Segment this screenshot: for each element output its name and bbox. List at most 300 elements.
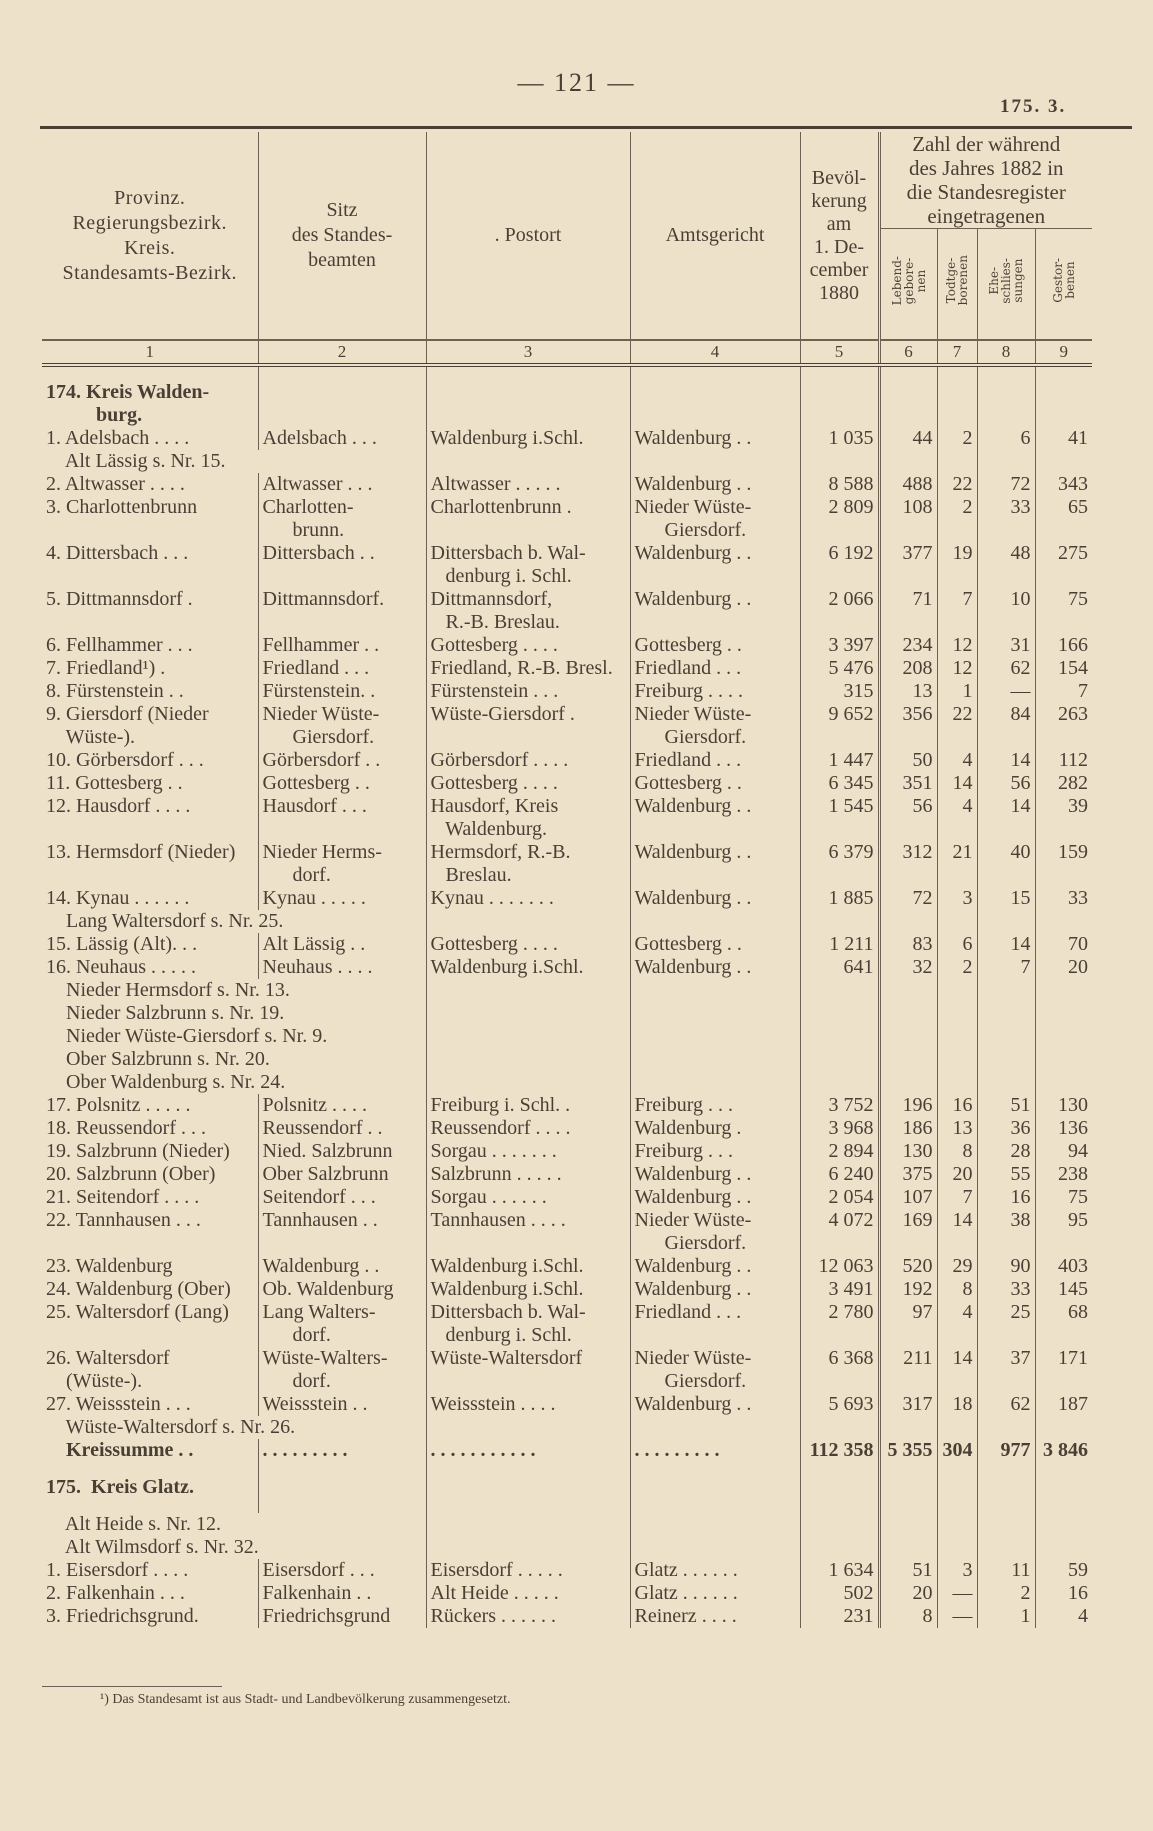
cell-district-court: Waldenburg . . — [630, 1278, 800, 1301]
cell-stillbirths — [937, 1002, 977, 1025]
cell-office-seat: Nied. Salzbrunn — [258, 1140, 426, 1163]
cell-deaths: 16 — [1035, 1582, 1092, 1605]
cell-marriages — [977, 381, 1035, 427]
cell-district-court — [630, 1513, 800, 1536]
cell-district-court: Glatz . . . . . . — [630, 1582, 800, 1605]
cell-office-seat: Neuhaus . . . . — [258, 956, 426, 979]
table-row — [42, 634, 1092, 657]
cell-marriages: 36 — [977, 1117, 1035, 1140]
cell-district: 1. Adelsbach . . . . — [46, 427, 190, 449]
cross-reference: Alt Wilmsdorf s. Nr. 32. — [46, 1536, 259, 1558]
cell-post-office — [426, 1071, 630, 1094]
cell-live-births: 83 — [879, 933, 937, 956]
cell-marriages: 62 — [977, 1393, 1035, 1416]
cell-population: 3 397 — [800, 634, 879, 657]
cell-stillbirths: 8 — [937, 1278, 977, 1301]
cell-live-births: 211 — [879, 1347, 937, 1393]
cell-deaths: 59 — [1035, 1559, 1092, 1582]
cell-marriages: 48 — [977, 542, 1035, 588]
column-number: 1 — [42, 340, 258, 365]
cell-marriages — [977, 910, 1035, 933]
cell-district-court: Waldenburg . . — [630, 542, 800, 588]
cell-deaths: 343 — [1035, 473, 1092, 496]
cell-population — [800, 1462, 879, 1476]
cell-district-court: Freiburg . . . — [630, 1094, 800, 1117]
cell-district-court — [630, 450, 800, 473]
cell-deaths — [1035, 450, 1092, 473]
cell-marriages: 84 — [977, 703, 1035, 749]
cell-post-office — [426, 1513, 630, 1536]
cell-live-births: 107 — [879, 1186, 937, 1209]
cell-deaths: 41 — [1035, 427, 1092, 450]
cell-deaths: 7 — [1035, 680, 1092, 703]
cell-deaths — [1035, 1002, 1092, 1025]
cell-district-court: Waldenburg . . — [630, 841, 800, 887]
header-population: Bevöl- kerung am 1. De- cember 1880 — [800, 132, 879, 340]
cell-district-court: Gottesberg . . — [630, 933, 800, 956]
cell-office-seat: Ober Salzbrunn — [258, 1163, 426, 1186]
cell-office-seat: Gottesberg . . — [258, 772, 426, 795]
cell-stillbirths: 304 — [937, 1439, 977, 1462]
table-row — [42, 1186, 1092, 1209]
cell-stillbirths: 22 — [937, 473, 977, 496]
cell-district: Kreissumme . . — [46, 1439, 194, 1461]
cell-district-court: Friedland . . . — [630, 749, 800, 772]
cell-population — [800, 1513, 879, 1536]
cell-deaths — [1035, 1513, 1092, 1536]
cell-stillbirths — [937, 979, 977, 1002]
cell-deaths — [1035, 910, 1092, 933]
spacer-row — [42, 1499, 1092, 1513]
cell-post-office: Dittmannsdorf, R.-B. Breslau. — [426, 588, 630, 634]
cell-population: 8 588 — [800, 473, 879, 496]
cell-population: 2 054 — [800, 1186, 879, 1209]
cell-district-court: Nieder Wüste- Giersdorf. — [630, 1347, 800, 1393]
cell-marriages — [977, 1025, 1035, 1048]
cell-stillbirths: 14 — [937, 1347, 977, 1393]
cell-stillbirths: 6 — [937, 933, 977, 956]
cross-reference: Ober Waldenburg s. Nr. 24. — [46, 1071, 286, 1093]
cell-live-births: 56 — [879, 795, 937, 841]
cell-district-court — [630, 1462, 800, 1476]
cell-population: 5 476 — [800, 657, 879, 680]
cell-marriages: 37 — [977, 1347, 1035, 1393]
cell-marriages: 11 — [977, 1559, 1035, 1582]
cell-deaths — [1035, 979, 1092, 1002]
cell-live-births: 375 — [879, 1163, 937, 1186]
cell-live-births: 192 — [879, 1278, 937, 1301]
cell-deaths: 166 — [1035, 634, 1092, 657]
cell-office-seat: Kynau . . . . . — [258, 887, 426, 910]
cell-population: 4 072 — [800, 1209, 879, 1255]
district-heading-row — [42, 1476, 1092, 1499]
cell-stillbirths: 29 — [937, 1255, 977, 1278]
header-live-births-label: Lebend- gebore- nen — [889, 255, 928, 306]
cell-live-births: 312 — [879, 841, 937, 887]
cell-post-office: Görbersdorf . . . . — [426, 749, 630, 772]
table-header — [42, 132, 1092, 365]
cell-marriages: 14 — [977, 749, 1035, 772]
cell-district: 14. Kynau . . . . . . — [46, 887, 190, 909]
cell-deaths: 275 — [1035, 542, 1092, 588]
cell-population: 502 — [800, 1582, 879, 1605]
cell-post-office: Eisersdorf . . . . . — [426, 1559, 630, 1582]
cell-post-office: Gottesberg . . . . — [426, 772, 630, 795]
cell-deaths — [1035, 381, 1092, 427]
cell-stillbirths — [937, 1462, 977, 1476]
cell-population: 2 066 — [800, 588, 879, 634]
cell-live-births: 317 — [879, 1393, 937, 1416]
cell-stillbirths — [937, 1476, 977, 1499]
cross-reference: Wüste-Waltersdorf s. Nr. 26. — [46, 1416, 296, 1438]
cell-marriages: 56 — [977, 772, 1035, 795]
cell-stillbirths: 12 — [937, 634, 977, 657]
cell-post-office: Kynau . . . . . . . — [426, 887, 630, 910]
district-total-row — [42, 1439, 1092, 1462]
cell-office-seat: Adelsbach . . . — [258, 427, 426, 450]
cell-district: 22. Tannhausen . . . — [46, 1209, 201, 1231]
cell-district: 17. Polsnitz . . . . . — [46, 1094, 191, 1116]
table-row — [42, 657, 1092, 680]
cell-post-office: Altwasser . . . . . — [426, 473, 630, 496]
cell-office-seat: Dittmannsdorf. — [258, 588, 426, 634]
cell-population: 6 240 — [800, 1163, 879, 1186]
cell-live-births — [879, 381, 937, 427]
cell-live-births: 186 — [879, 1117, 937, 1140]
cell-live-births: 97 — [879, 1301, 937, 1347]
cell-post-office: Weissstein . . . . — [426, 1393, 630, 1416]
cell-post-office — [426, 1416, 630, 1439]
cell-office-seat: Ob. Waldenburg — [258, 1278, 426, 1301]
cell-population: 3 752 — [800, 1094, 879, 1117]
cell-office-seat: Tannhausen . . — [258, 1209, 426, 1255]
cell-post-office: Wüste-Giersdorf . — [426, 703, 630, 749]
cell-district-court: Waldenburg . — [630, 1117, 800, 1140]
cell-post-office — [426, 1025, 630, 1048]
footnote-rule — [42, 1686, 222, 1687]
cell-marriages: 16 — [977, 1186, 1035, 1209]
cell-office-seat: Lang Walters- dorf. — [258, 1301, 426, 1347]
header-stillbirths — [937, 229, 977, 341]
cell-post-office — [426, 450, 630, 473]
header-marriages-label: Ehe- schlies- sungen — [987, 257, 1025, 304]
cell-district-court — [630, 1476, 800, 1499]
table-row — [42, 1278, 1092, 1301]
cell-deaths: 68 — [1035, 1301, 1092, 1347]
cell-population — [800, 1416, 879, 1439]
cell-population: 1 447 — [800, 749, 879, 772]
cell-office-seat: Friedrichsgrund — [258, 1605, 426, 1628]
column-number: 8 — [977, 340, 1035, 365]
cell-marriages: 90 — [977, 1255, 1035, 1278]
cell-population — [800, 1071, 879, 1094]
registry-table — [42, 132, 1092, 1628]
cell-post-office: Dittersbach b. Wal- denburg i. Schl. — [426, 1301, 630, 1347]
cell-marriages: 1 — [977, 1605, 1035, 1628]
column-number: 4 — [630, 340, 800, 365]
cell-population — [800, 1025, 879, 1048]
table-row — [42, 1163, 1092, 1186]
cell-live-births: 130 — [879, 1140, 937, 1163]
cell-stillbirths: 18 — [937, 1393, 977, 1416]
spacer-row — [42, 365, 1092, 381]
cell-office-seat: Hausdorf . . . — [258, 795, 426, 841]
cell-office-seat: Wüste-Walters- dorf. — [258, 1347, 426, 1393]
cell-population — [800, 910, 879, 933]
cross-reference: Alt Lässig s. Nr. 15. — [46, 450, 226, 472]
cell-marriages — [977, 979, 1035, 1002]
cell-live-births: 520 — [879, 1255, 937, 1278]
cell-stillbirths — [937, 910, 977, 933]
cell-office-seat: Alt Lässig . . — [258, 933, 426, 956]
spacer-row — [42, 1462, 1092, 1476]
cell-district-court: Waldenburg . . — [630, 795, 800, 841]
cross-reference-row — [42, 450, 1092, 473]
cell-deaths: 154 — [1035, 657, 1092, 680]
cell-live-births: 234 — [879, 634, 937, 657]
cell-deaths: 187 — [1035, 1393, 1092, 1416]
cell-stillbirths: 2 — [937, 427, 977, 450]
cross-reference: Alt Heide s. Nr. 12. — [46, 1513, 221, 1535]
cell-stillbirths — [937, 1071, 977, 1094]
cell-live-births: 51 — [879, 1559, 937, 1582]
cross-reference: Nieder Wüste-Giersdorf s. Nr. 9. — [46, 1025, 328, 1047]
cell-district-court: Waldenburg . . — [630, 1255, 800, 1278]
table-row — [42, 1094, 1092, 1117]
cell-marriages — [977, 450, 1035, 473]
cell-district-court: Reinerz . . . . — [630, 1605, 800, 1628]
cross-reference-row — [42, 1513, 1092, 1536]
header-marriages — [977, 229, 1035, 341]
cell-live-births: 108 — [879, 496, 937, 542]
cell-population: 1 634 — [800, 1559, 879, 1582]
cell-district: 20. Salzbrunn (Ober) — [46, 1163, 216, 1185]
cell-post-office — [426, 1462, 630, 1476]
table-row — [42, 1301, 1092, 1347]
cell-population: 1 545 — [800, 795, 879, 841]
header-post-office: . Postort — [426, 132, 630, 340]
cell-district: 6. Fellhammer . . . — [46, 634, 193, 656]
cell-district: 21. Seitendorf . . . . — [46, 1186, 200, 1208]
cell-stillbirths: 1 — [937, 680, 977, 703]
cell-deaths — [1035, 1416, 1092, 1439]
cell-district — [42, 1462, 258, 1476]
cell-live-births — [879, 1462, 937, 1476]
cell-deaths: 94 — [1035, 1140, 1092, 1163]
cell-stillbirths: 14 — [937, 772, 977, 795]
cell-marriages — [977, 1002, 1035, 1025]
cell-deaths — [1035, 1476, 1092, 1499]
cell-marriages — [977, 1476, 1035, 1499]
table-row — [42, 1347, 1092, 1393]
cell-post-office — [426, 1476, 630, 1499]
cell-district: 27. Weissstein . . . — [46, 1393, 191, 1415]
table-row — [42, 1209, 1092, 1255]
cell-population — [800, 381, 879, 427]
cell-district: 4. Dittersbach . . . — [46, 542, 189, 564]
cell-marriages: 14 — [977, 795, 1035, 841]
table-row — [42, 703, 1092, 749]
cell-live-births: 5 355 — [879, 1439, 937, 1462]
cell-district — [42, 1499, 258, 1513]
top-rule — [40, 126, 1132, 129]
table-row — [42, 427, 1092, 450]
cell-population — [800, 979, 879, 1002]
district-heading: 174. Kreis Walden- burg. — [46, 381, 210, 426]
cell-office-seat: Polsnitz . . . . — [258, 1094, 426, 1117]
table-row — [42, 795, 1092, 841]
cell-district: 19. Salzbrunn (Nieder) — [46, 1140, 230, 1162]
cell-post-office: . . . . . . . . . . . — [426, 1439, 630, 1462]
cell-stillbirths: 14 — [937, 1209, 977, 1255]
cell-live-births — [879, 450, 937, 473]
table-row — [42, 1255, 1092, 1278]
cell-marriages: 38 — [977, 1209, 1035, 1255]
cell-population: 1 035 — [800, 427, 879, 450]
cell-office-seat: Reussendorf . . — [258, 1117, 426, 1140]
cell-marriages: 72 — [977, 473, 1035, 496]
cell-marriages — [977, 1513, 1035, 1536]
cell-live-births: 32 — [879, 956, 937, 979]
cell-district: 1. Eisersdorf . . . . — [46, 1559, 189, 1581]
cell-deaths: 145 — [1035, 1278, 1092, 1301]
cell-deaths: 130 — [1035, 1094, 1092, 1117]
cell-post-office: Dittersbach b. Wal- denburg i. Schl. — [426, 542, 630, 588]
cross-reference: Nieder Salzbrunn s. Nr. 19. — [46, 1002, 285, 1024]
cell-district: 23. Waldenburg — [46, 1255, 173, 1277]
table-row — [42, 542, 1092, 588]
header-live-births — [879, 229, 937, 341]
cell-district-court: Waldenburg . . — [630, 473, 800, 496]
cell-deaths: 39 — [1035, 795, 1092, 841]
cell-stillbirths: 8 — [937, 1140, 977, 1163]
cell-live-births: 356 — [879, 703, 937, 749]
cell-population: 3 491 — [800, 1278, 879, 1301]
cell-district-court: Waldenburg . . — [630, 1163, 800, 1186]
cell-live-births: 196 — [879, 1094, 937, 1117]
cell-district-court: Friedland . . . — [630, 1301, 800, 1347]
cell-live-births — [879, 979, 937, 1002]
cell-district: 24. Waldenburg (Ober) — [46, 1278, 231, 1300]
table-row — [42, 772, 1092, 795]
cell-district-court: Waldenburg . . — [630, 427, 800, 450]
cell-marriages: 31 — [977, 634, 1035, 657]
cell-office-seat: . . . . . . . . . — [258, 1439, 426, 1462]
cell-post-office — [426, 1499, 630, 1513]
cell-marriages — [977, 1462, 1035, 1476]
cell-post-office: Freiburg i. Schl. . — [426, 1094, 630, 1117]
cell-deaths: 136 — [1035, 1117, 1092, 1140]
cell-office-seat — [258, 1462, 426, 1476]
cell-marriages: 55 — [977, 1163, 1035, 1186]
cell-deaths — [1035, 1462, 1092, 1476]
cell-marriages: 7 — [977, 956, 1035, 979]
cell-district-court — [630, 1002, 800, 1025]
cell-marriages: 977 — [977, 1439, 1035, 1462]
cell-district-court: Glatz . . . . . . — [630, 1559, 800, 1582]
header-province: Provinz. Regierungsbezirk. Kreis. Standesamts-Bezirk. — [62, 186, 237, 284]
cell-live-births: 169 — [879, 1209, 937, 1255]
cell-post-office: Sorgau . . . . . . — [426, 1186, 630, 1209]
cell-live-births: 351 — [879, 772, 937, 795]
cell-post-office: Salzbrunn . . . . . — [426, 1163, 630, 1186]
cell-district-court: Nieder Wüste- Giersdorf. — [630, 496, 800, 542]
cell-post-office — [426, 1048, 630, 1071]
cell-deaths: 282 — [1035, 772, 1092, 795]
cell-post-office: Hausdorf, Kreis Waldenburg. — [426, 795, 630, 841]
cell-district-court — [630, 1048, 800, 1071]
cell-marriages: 14 — [977, 933, 1035, 956]
cell-population — [800, 450, 879, 473]
cell-deaths — [1035, 1499, 1092, 1513]
cell-stillbirths: 20 — [937, 1163, 977, 1186]
header-office-seat: Sitz des Standes- beamten — [258, 132, 426, 340]
cell-district-court: Nieder Wüste- Giersdorf. — [630, 1209, 800, 1255]
table-row — [42, 933, 1092, 956]
cell-post-office: Reussendorf . . . . — [426, 1117, 630, 1140]
cell-district-court: . . . . . . . . . — [630, 1439, 800, 1462]
cell-district-court: Freiburg . . . . — [630, 680, 800, 703]
cell-district: 11. Gottesberg . . — [46, 772, 183, 794]
cell-live-births: 13 — [879, 680, 937, 703]
cell-deaths: 4 — [1035, 1605, 1092, 1628]
cell-post-office: Charlottenbrunn . — [426, 496, 630, 542]
cell-deaths: 238 — [1035, 1163, 1092, 1186]
cell-office-seat: Fellhammer . . — [258, 634, 426, 657]
cell-live-births — [879, 1025, 937, 1048]
cell-stillbirths: 21 — [937, 841, 977, 887]
cell-district-court: Waldenburg . . — [630, 1393, 800, 1416]
cell-district: 8. Fürstenstein . . — [46, 680, 184, 702]
cell-marriages: 25 — [977, 1301, 1035, 1347]
table-row — [42, 749, 1092, 772]
cell-live-births — [879, 1499, 937, 1513]
cell-live-births: 208 — [879, 657, 937, 680]
cell-deaths: 159 — [1035, 841, 1092, 887]
cell-population: 2 809 — [800, 496, 879, 542]
cell-district-court — [630, 1025, 800, 1048]
cell-marriages — [977, 1536, 1035, 1559]
cell-deaths: 171 — [1035, 1347, 1092, 1393]
cell-live-births — [879, 910, 937, 933]
cell-marriages — [977, 1416, 1035, 1439]
cell-live-births: 71 — [879, 588, 937, 634]
table-row — [42, 956, 1092, 979]
cell-post-office: Waldenburg i.Schl. — [426, 956, 630, 979]
table-row — [42, 841, 1092, 887]
cell-population: 12 063 — [800, 1255, 879, 1278]
cell-marriages: 33 — [977, 1278, 1035, 1301]
cell-deaths — [1035, 1071, 1092, 1094]
cell-live-births — [879, 1416, 937, 1439]
table-row — [42, 496, 1092, 542]
table-row — [42, 1559, 1092, 1582]
cell-office-seat: Weissstein . . — [258, 1393, 426, 1416]
cell-population: 6 368 — [800, 1347, 879, 1393]
cell-live-births: 20 — [879, 1582, 937, 1605]
cell-deaths: 75 — [1035, 588, 1092, 634]
cell-post-office: Sorgau . . . . . . . — [426, 1140, 630, 1163]
district-heading: 175. Kreis Glatz. — [46, 1476, 194, 1498]
cell-stillbirths: — — [937, 1582, 977, 1605]
cell-post-office: Rückers . . . . . . — [426, 1605, 630, 1628]
cell-population: 231 — [800, 1605, 879, 1628]
cross-reference-row — [42, 1048, 1092, 1071]
cell-district: 25. Waltersdorf (Lang) — [46, 1301, 229, 1323]
cell-deaths: 263 — [1035, 703, 1092, 749]
section-reference: 175. 3. — [1000, 96, 1067, 117]
cell-office-seat: Nieder Herms- dorf. — [258, 841, 426, 887]
